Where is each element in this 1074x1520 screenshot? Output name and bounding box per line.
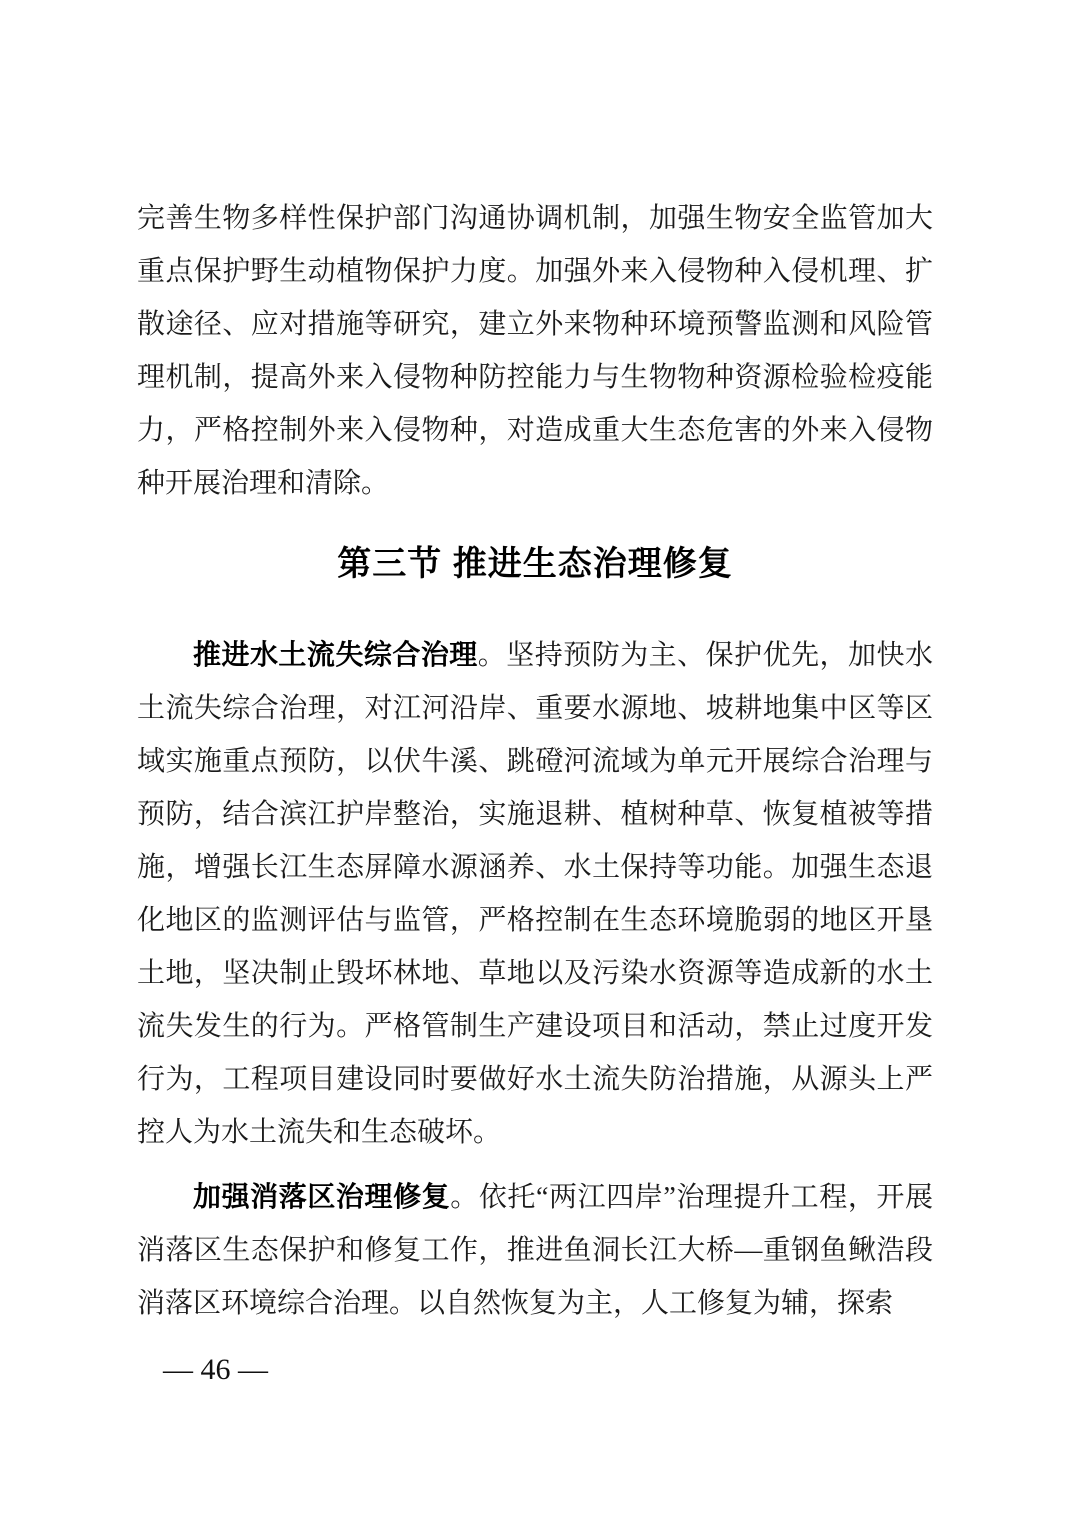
- paragraph-soil-erosion-text: 。坚持预防为主、保护优先，加快水土流失综合治理，对江河沿岸、重要水源地、坡耕地集中区等区域实施重点预防，以伏牛溪、跳磴河流域为单元开展综合治理与预防，结合滨江护岸整治，实施退耕、植树种草、恢复植被等措施，增强长江生态屏障水源涵养、水土保持等功能。加强生态退化地区的监测评估与监管，严格控制在生态环境脆弱的地区开垦土地，坚决制止毁坏林地、草地以及污染水资源等造成新的水土流失发生的行为。严格管制生产建设项目和活动，禁止过度开发行为，工程项目建设同时要做好水土流失防治措施，从源头上严控人为水土流失和生态破坏。: [137, 640, 933, 1148]
- paragraph-riparian-zone: [137, 1170, 933, 1330]
- paragraph-riparian-zone-text: 。依托“两江四岸”治理提升工程，开展消落区生态保护和修复工作，推进鱼洞长江大桥—重钢鱼鳅浩段消落区环境综合治理。以自然恢复为主，人工修复为辅，探索: [137, 1182, 933, 1319]
- section-heading: 第三节 推进生态治理修复: [337, 545, 733, 583]
- paragraph-soil-erosion-lead: 推进水土流失综合治理: [193, 639, 478, 670]
- paragraph-riparian-zone-lead: 加强消落区治理修复: [193, 1181, 451, 1212]
- paragraph-soil-erosion: [137, 628, 933, 1159]
- page-number: — 46 —: [163, 1353, 268, 1386]
- paragraph-biodiversity-continuation: 完善生物多样性保护部门沟通协调机制，加强生物安全监管加大重点保护野生动植物保护力度。加强外来入侵物种入侵机理、扩散途径、应对措施等研究，建立外来物种环境预警监测和风险管理机制，提高外来入侵物种防控能力与生物物种资源检验检疫能力，严格控制外来入侵物种，对造成重大生态危害的外来入侵物种开展治理和清除。: [137, 203, 933, 499]
